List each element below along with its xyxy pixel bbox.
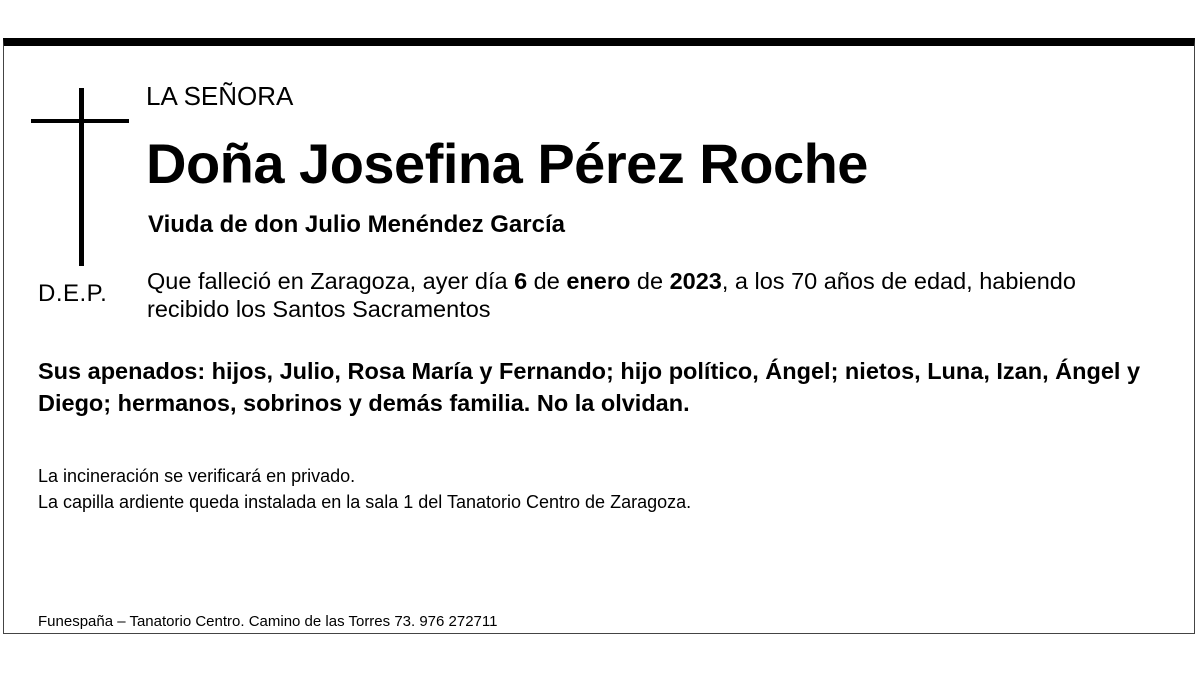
deceased-name: Doña Josefina Pérez Roche — [146, 132, 868, 195]
death-day: 6 — [514, 268, 528, 294]
cross-icon — [79, 88, 84, 266]
obituary-notice — [3, 38, 1195, 634]
note-cremation: La incineración se verificará en privado. — [38, 466, 356, 486]
widow-of-line: Viuda de don Julio Menéndez García — [148, 211, 565, 238]
death-month: enero — [566, 268, 631, 294]
death-statement — [147, 267, 1157, 323]
cross-icon-bar — [31, 119, 129, 123]
death-text-1: Que falleció en Zaragoza, ayer día — [147, 268, 515, 294]
death-text-4: , a los 70 años de edad, habiendo recibido los Santos Sacramentos — [147, 268, 1076, 322]
death-text-3: de — [630, 268, 670, 294]
dep-label: D.E.P. — [38, 280, 108, 307]
note-chapel: La capilla ardiente queda instalada en la sala 1 del Tanatorio Centro de Zaragoza. — [38, 492, 692, 512]
death-text-2: de — [527, 268, 567, 294]
funeral-home-footer: Funespaña – Tanatorio Centro. Camino de las Torres 73. 976 272711 — [38, 613, 498, 630]
death-year: 2023 — [669, 268, 722, 294]
family-mourners: Sus apenados: hijos, Julio, Rosa María y Fernando; hijo político, Ángel; nietos, Luna, Izan, Ángel y Diego; hermanos, sobrinos y demás familia. No la olvidan. — [38, 358, 1141, 416]
honorific-prefix: LA SEÑORA — [146, 81, 294, 111]
service-notes — [38, 463, 1138, 515]
